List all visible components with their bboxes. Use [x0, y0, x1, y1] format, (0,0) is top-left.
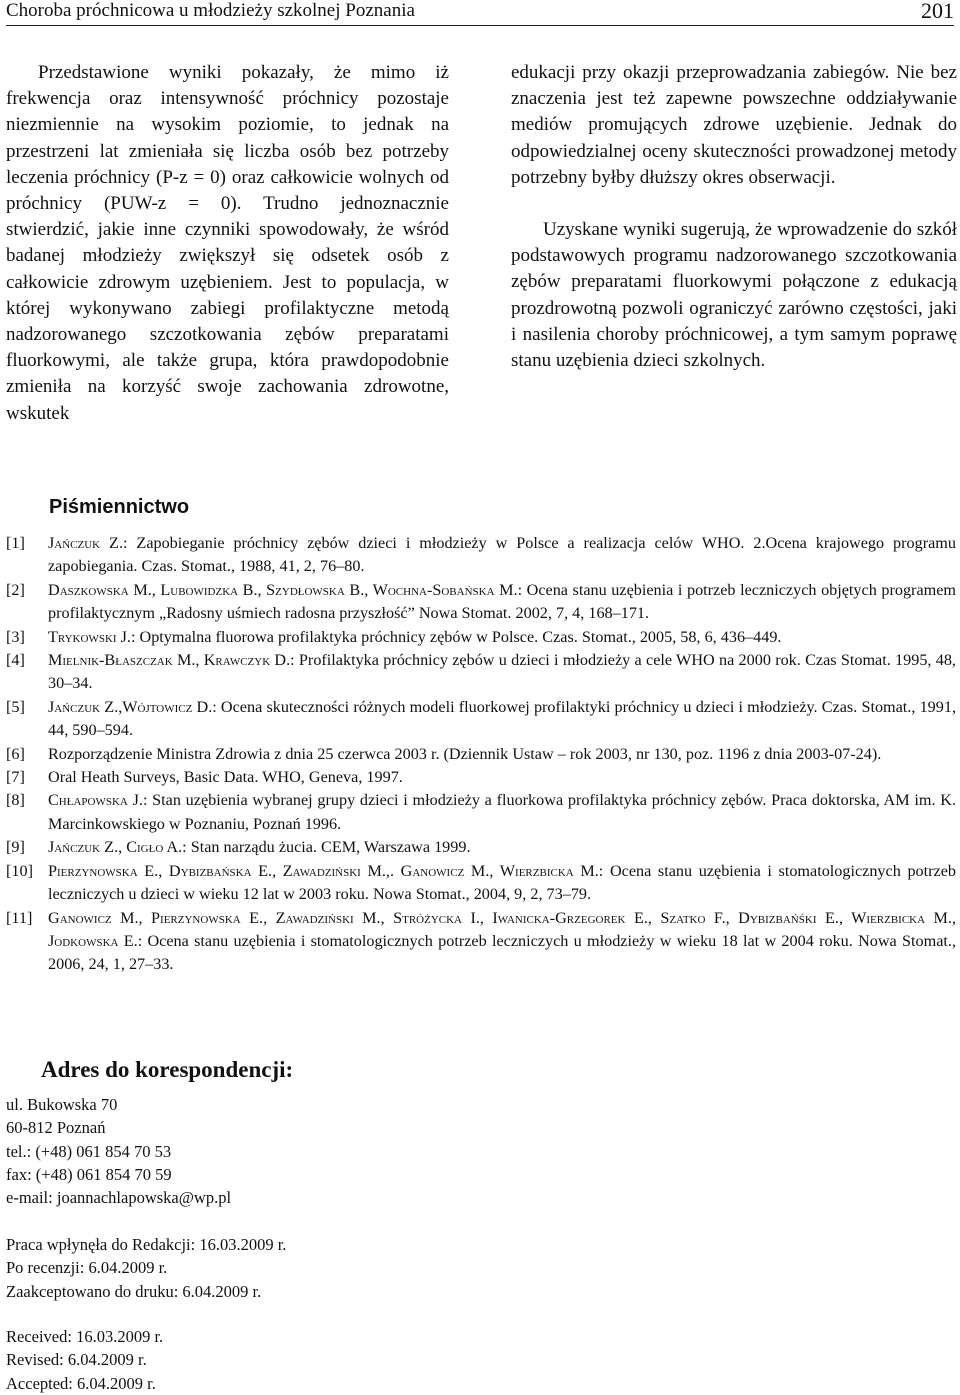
reference-number: [10]	[6, 861, 33, 880]
date-reviewed-pl: Po recenzji: 6.04.2009 r.	[6, 1258, 168, 1278]
reference-authors: Daszkowska M., Lubowidzka B., Szydłowska B., Wochna-Sobańska M.	[48, 580, 518, 599]
correspondence-address	[6, 1093, 231, 1209]
address-street: ul. Bukowska 70	[6, 1095, 118, 1114]
reference-item	[6, 907, 956, 977]
reference-item	[6, 696, 956, 743]
running-header	[6, 0, 954, 24]
reference-item	[6, 579, 956, 626]
page-number: 201	[921, 0, 954, 23]
reference-number: [8]	[6, 791, 25, 810]
reference-item	[6, 766, 956, 789]
reference-authors: Jańczuk Z.	[48, 534, 123, 552]
body-paragraph: Przedstawione wyniki pokazały, że mimo iż frekwencja oraz intensywność próchnicy pozostaje niezmiennie na wysokim poziomie, to jednak na przestrzeni lat zmieniała się liczba osób bez potrzeby leczenia próchnicy (P-z = 0) oraz całkowicie wolnych od próchnicy (PUW-z = 0). Trudno jednoznacznie stwierdzić, jakie inne czynniki spowodowały, że wśród badanej młodzieży zwiększył się odsetek osób z całkowicie zdrowym uzębieniem. Jest to populacja, w której wykonywano zabiegi profilaktyczne metodą nadzorowanego szczotkowania zębów preparatami fluorkowymi, ale także grupa, która prawdopodobnie zmieniła na korzyść swoje zachowania zdrowotne, wskutek	[6, 62, 449, 424]
address-phone: tel.: (+48) 061 854 70 53	[6, 1141, 172, 1161]
body-left-column	[6, 60, 449, 427]
reference-text: : Stan uzębienia wybranej grupy dzieci i młodzieży a fluorkowa profilaktyka próchnicy zębów. Praca doktorska, AM im. K. Marcinkowskiego w Poznaniu, Poznań 1996.	[48, 791, 956, 833]
reference-number: [9]	[6, 838, 25, 857]
reference-number: [6]	[6, 744, 25, 763]
header-rule	[6, 25, 954, 26]
reference-authors: Chłapowska J.	[48, 791, 143, 810]
reference-item	[6, 836, 956, 859]
reference-text: Rozporządzenie Ministra Zdrowia z dnia 25 czerwca 2003 r. (Dziennik Ustaw – rok 2003, nr 130, poz. 1196 z dnia 2003-07-24).	[48, 744, 882, 763]
address-fax: fax: (+48) 061 854 70 59	[6, 1164, 172, 1184]
reference-text: : Optymalna fluorowa profilaktyka próchnicy zębów w Polsce. Czas. Stomat., 2005, 58, 6, 436–449.	[130, 627, 782, 646]
reference-item	[6, 743, 956, 766]
reference-text: : Zapobieganie próchnicy zębów dzieci i młodzieży w Polsce a realizacja celów WHO. 2.Ocena krajowego programu zapobiegania. Czas. Stomat., 1988, 41, 2, 76–80.	[48, 534, 956, 576]
reference-text: Oral Heath Surveys, Basic Data. WHO, Geneva, 1997.	[48, 768, 403, 787]
reference-text: : Ocena stanu uzębienia i stomatologicznych potrzeb leczniczych u młodzieży w wieku 18 lat w 2004 roku. Nowa Stomat., 2006, 24, 1, 27–33.	[48, 931, 956, 974]
running-title: Choroba próchnicowa u młodzieży szkolnej Poznania	[6, 0, 415, 21]
address-email: e-mail: joannachlapowska@wp.pl	[6, 1188, 232, 1208]
reference-authors: Ganowicz M., Pierzynowska E., Zawadziński M., Stróżycka I., Iwanicka-Grzegorek E., Szatko F., Dybizbańśki E., Wierzbicka M., Jodkowska E.	[48, 908, 956, 950]
reference-text: : Ocena stanu uzębienia i potrzeb leczniczych objętych programem profilaktycznym „Radosny uśmiech radosna przyszłość” Nowa Stomat. 2002, 7, 4, 168–171.	[48, 580, 956, 623]
reference-number: [1]	[6, 534, 25, 552]
dates-english	[6, 1325, 163, 1395]
date-received-pl: Praca wpłynęła do Redakcji: 16.03.2009 r.	[6, 1235, 287, 1254]
date-accepted-pl: Zaakceptowano do druku: 6.04.2009 r.	[6, 1281, 262, 1301]
correspondence-heading: Adres do korespondencji:	[41, 1057, 294, 1082]
reference-authors: Pierzynowska E., Dybizbańska E., Zawadziński M.,. Ganowicz M., Wierzbicka M.	[48, 861, 599, 880]
address-city: 60-812 Poznań	[6, 1118, 106, 1138]
reference-number: [7]	[6, 768, 25, 787]
references-list	[6, 532, 956, 977]
body-paragraph: edukacji przy okazji przeprowadzania zabiegów. Nie bez znaczenia jest też zapewne powszechne oddziaływanie mediów promujących zdrowe uzębienie. Jednak do odpowiedzialnej oceny skuteczności prowadzonej metody potrzebny byłby dłuższy okres obserwacji.	[511, 62, 957, 188]
reference-number: [2]	[6, 580, 25, 599]
reference-number: [11]	[6, 908, 33, 927]
reference-number: [4]	[6, 651, 25, 670]
body-right-column	[511, 60, 957, 374]
reference-authors: Trykowski J.	[48, 627, 131, 646]
reference-number: [3]	[6, 627, 25, 646]
reference-item	[6, 626, 956, 649]
dates-polish	[6, 1233, 286, 1303]
reference-number: [5]	[6, 697, 25, 716]
date-received-en: Received: 16.03.2009 r.	[6, 1327, 164, 1346]
reference-item	[6, 860, 956, 907]
reference-authors: Jańczuk Z., Cigło A.	[48, 838, 183, 857]
body-paragraph: Uzyskane wyniki sugerują, że wprowadzenie do szkół podstawowych programu nadzorowanego szczotkowania zębów preparatami fluorkowymi połączone z edukacją prozdrowotną pozwoli ograniczyć zarówno częstości, jaki i nasilenia choroby próchnicowej, a tym samym poprawę stanu uzębienia dzieci szkolnych.	[511, 219, 957, 372]
reference-item	[6, 649, 956, 696]
date-accepted-en: Accepted: 6.04.2009 r.	[6, 1373, 156, 1393]
date-revised-en: Revised: 6.04.2009 r.	[6, 1350, 147, 1370]
reference-text: : Profilaktyka próchnicy zębów u dzieci i młodzieży a cele WHO na 2000 rok. Czas Stomat. 1995, 48, 30–34.	[48, 651, 956, 693]
reference-authors: Mielnik-Błaszczak M., Krawczyk D.	[48, 651, 291, 670]
reference-text: : Ocena stanu uzębienia i stomatologicznych potrzeb leczniczych u dzieci w wieku 12 lat w 2003 roku. Nowa Stomat., 2004, 9, 2, 73–79.	[48, 861, 956, 904]
reference-item	[6, 789, 956, 836]
reference-text: : Ocena skuteczności różnych modeli fluorkowej profilaktyki próchnicy u dzieci i młodzieży. Czas. Stomat., 1991, 44, 590–594.	[48, 697, 956, 740]
references-heading: Piśmiennictwo	[49, 496, 190, 518]
reference-authors: Jańczuk Z.,Wójtowicz D.	[48, 697, 213, 716]
reference-item	[6, 532, 956, 579]
reference-text: : Stan narządu żucia. CEM, Warszawa 1999.	[182, 838, 471, 857]
